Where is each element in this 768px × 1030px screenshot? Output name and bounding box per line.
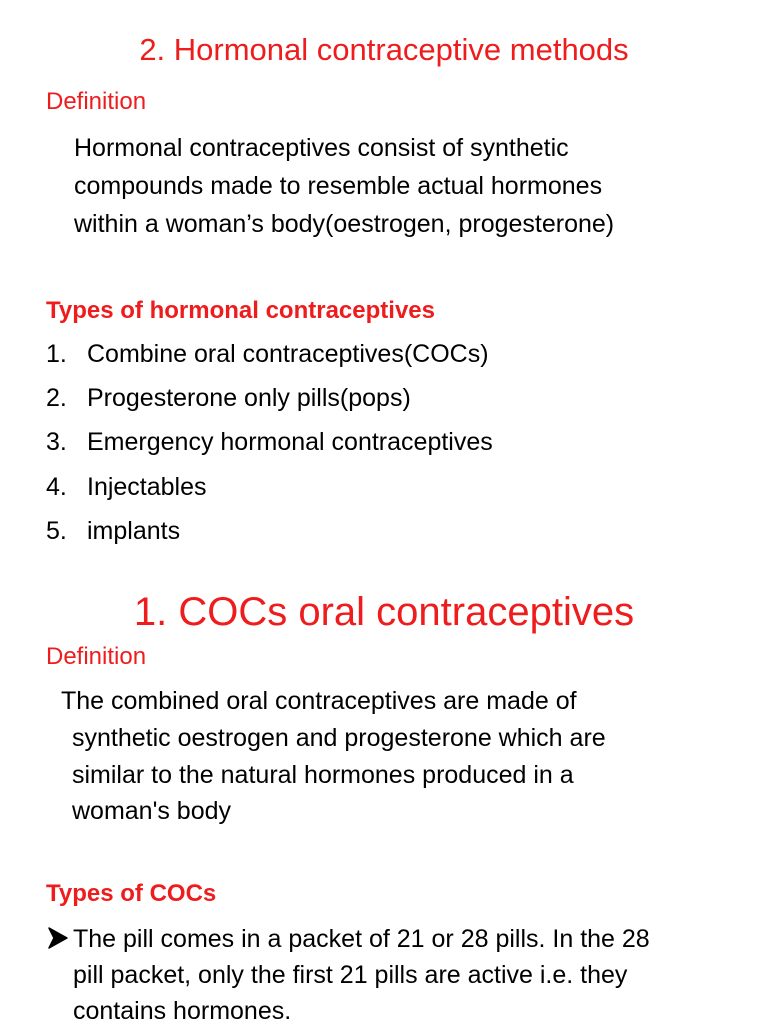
list-item-number: 2. [46,384,67,412]
list-item-number: 4. [46,473,67,501]
list-item-text: Injectables [87,473,207,501]
section2-definition-line-2: synthetic oestrogen and progesterone which are [72,724,606,752]
list-item-text: Combine oral contraceptives(COCs) [87,340,489,368]
section2-definition-line-4: woman's body [72,797,232,825]
list-item-number: 5. [46,517,67,545]
arrow-bullet-icon [47,926,69,950]
section1-definition-line-2: compounds made to resemble actual hormones [74,172,603,200]
list-item-text: Emergency hormonal contraceptives [87,428,493,456]
list-item [0,473,768,507]
section2-types-label: Types of COCs [46,880,217,907]
list-item-text: Progesterone only pills(pops) [87,384,411,412]
list-item [0,340,768,374]
section1-definition-line-1: Hormonal contraceptives consist of synthetic [74,134,569,162]
list-item [0,384,768,418]
section2-bullet-line-2: pill packet, only the first 21 pills are active i.e. they [73,961,628,989]
section2-definition-line-3: similar to the natural hormones produced in a [72,761,574,789]
list-item-number: 3. [46,428,67,456]
section2-definition-line-1: The combined oral contraceptives are made of [61,687,577,715]
section1-types-label: Types of hormonal contraceptives [46,297,435,324]
list-item [0,517,768,551]
section1-definition-label: Definition [46,88,147,115]
list-item [0,428,768,462]
section1-title: 2. Hormonal contraceptive methods [139,32,629,67]
section2-bullet-line-3: contains hormones. [73,997,292,1025]
list-item-text: implants [87,517,181,545]
section2-definition-label: Definition [46,643,147,670]
section2-title: 1. COCs oral contraceptives [133,590,635,634]
list-item-number: 1. [46,340,67,368]
section1-definition-line-3: within a woman’s body(oestrogen, progesterone) [74,210,615,238]
section2-bullet-line-1: The pill comes in a packet of 21 or 28 pills. In the 28 [73,925,650,953]
